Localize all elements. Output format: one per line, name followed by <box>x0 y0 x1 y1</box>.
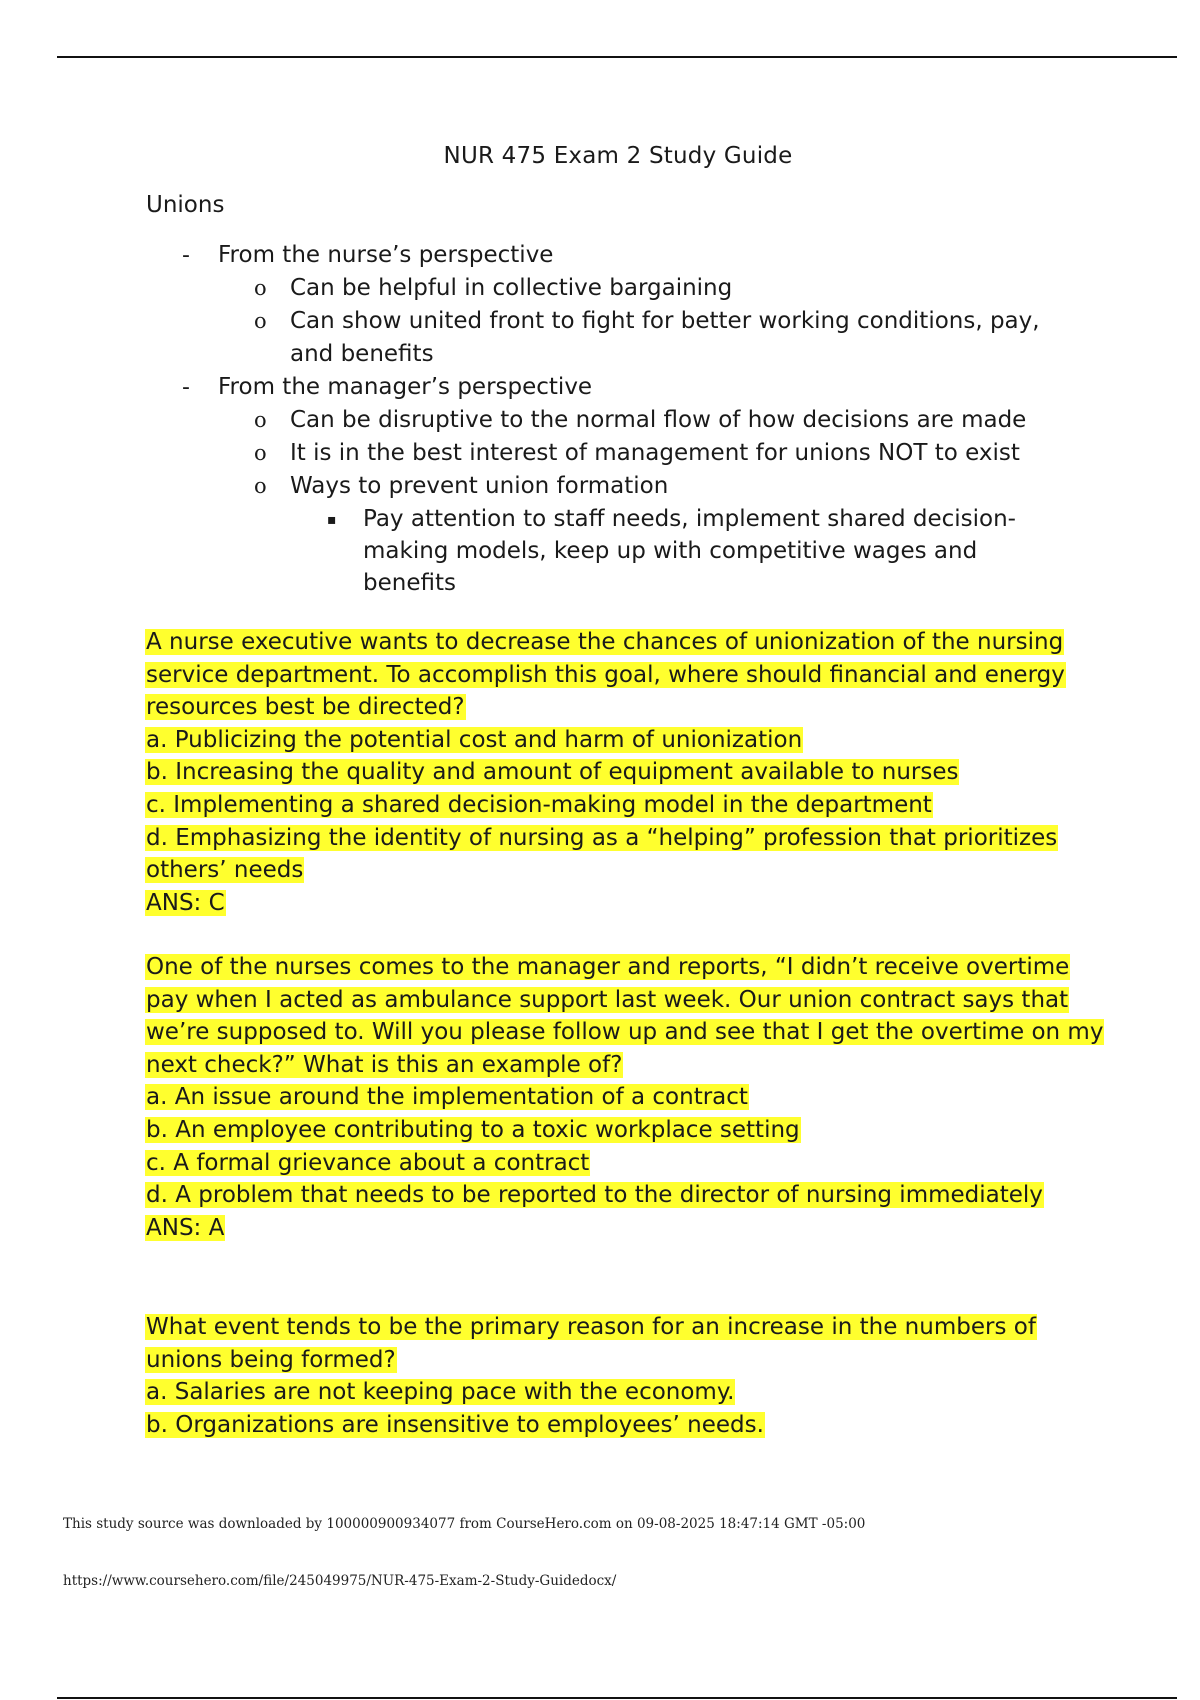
question-block-2 <box>145 951 1105 1244</box>
question-stem: A nurse executive wants to decrease the chances of unionization of the nursing service department. To accomplish this goal, where should financial and energy resources best be directed? <box>146 629 1065 721</box>
answer-option-b: b. An employee contributing to a toxic workplace setting <box>146 1116 800 1143</box>
answer-option-a: a. Salaries are not keeping pace with the economy. <box>146 1379 735 1406</box>
top-rule <box>57 56 1177 58</box>
outline-subitem-text: Can be disruptive to the normal flow of how decisions are made <box>290 407 1027 433</box>
outline-detail <box>327 503 1063 599</box>
question-block-1 <box>145 626 1105 919</box>
answer-option-b: b. Increasing the quality and amount of equipment available to nurses <box>146 759 959 786</box>
circle-bullet: o <box>254 408 267 432</box>
outline-subitem <box>254 272 1090 305</box>
outline-subitem-text: Can show united front to fight for better working conditions, pay, and benefits <box>290 308 1040 367</box>
outline-label: From the nurse’s perspective <box>218 242 554 268</box>
question-block-3 <box>145 1311 1105 1441</box>
outline-subitem-text: It is in the best interest of management for unions NOT to exist <box>290 440 1020 466</box>
outline-label: From the manager’s perspective <box>218 374 593 400</box>
outline-subitem <box>254 404 1090 437</box>
answer-option-c: c. Implementing a shared decision-making model in the department <box>146 791 932 818</box>
answer-option-b: b. Organizations are insensitive to employees’ needs. <box>146 1411 764 1438</box>
outline-subitem-text: Can be helpful in collective bargaining <box>290 275 733 301</box>
outline-subitem-text: Ways to prevent union formation <box>290 473 669 499</box>
outline-item-nurse-perspective <box>182 239 1200 272</box>
answer-option-c: c. A formal grievance about a contract <box>146 1149 590 1176</box>
bottom-rule <box>57 1697 1177 1699</box>
answer-option-a: a. Publicizing the potential cost and harm of unionization <box>146 726 803 753</box>
outline-subitem <box>254 470 1090 503</box>
circle-bullet: o <box>254 276 267 300</box>
square-bullet: ▪ <box>327 512 337 528</box>
answer-option-d: d. Emphasizing the identity of nursing as a “helping” profession that prioritizes others’ needs <box>146 824 1058 884</box>
dash-bullet: - <box>182 243 190 268</box>
outline-detail-text: Pay attention to staff needs, implement shared decision-making models, keep up with competitive wages and benefits <box>363 506 1016 596</box>
question-stem: One of the nurses comes to the manager and reports, “I didn’t receive overtime pay when I acted as ambulance support last week. Our union contract says that we’re supposed to. Will you please follow up and see that I get the overtime on my next check?” What is this an example of? <box>146 954 1104 1078</box>
download-source-note: This study source was downloaded by 100000900934077 from CourseHero.com on 09-08-2025 18:47:14 GMT -05:00 <box>63 1516 866 1532</box>
answer-option-d: d. A problem that needs to be reported to the director of nursing immediately <box>146 1182 1043 1209</box>
source-url[interactable]: https://www.coursehero.com/file/245049975/NUR-475-Exam-2-Study-Guidedocx/ <box>63 1573 617 1589</box>
answer-key: ANS: C <box>146 889 225 916</box>
question-stem: What event tends to be the primary reason for an increase in the numbers of unions being formed? <box>146 1314 1036 1373</box>
circle-bullet: o <box>254 474 267 498</box>
circle-bullet: o <box>254 309 267 333</box>
dash-bullet: - <box>182 375 190 400</box>
outline-item-manager-perspective <box>182 371 1200 404</box>
unions-outline <box>0 239 1200 599</box>
answer-option-a: a. An issue around the implementation of a contract <box>146 1084 748 1111</box>
document-title: NUR 475 Exam 2 Study Guide <box>443 143 793 169</box>
circle-bullet: o <box>254 441 267 465</box>
answer-key: ANS: A <box>146 1214 225 1241</box>
section-heading-unions: Unions <box>146 192 225 218</box>
outline-subitem <box>254 305 1090 371</box>
outline-subitem <box>254 437 1090 470</box>
